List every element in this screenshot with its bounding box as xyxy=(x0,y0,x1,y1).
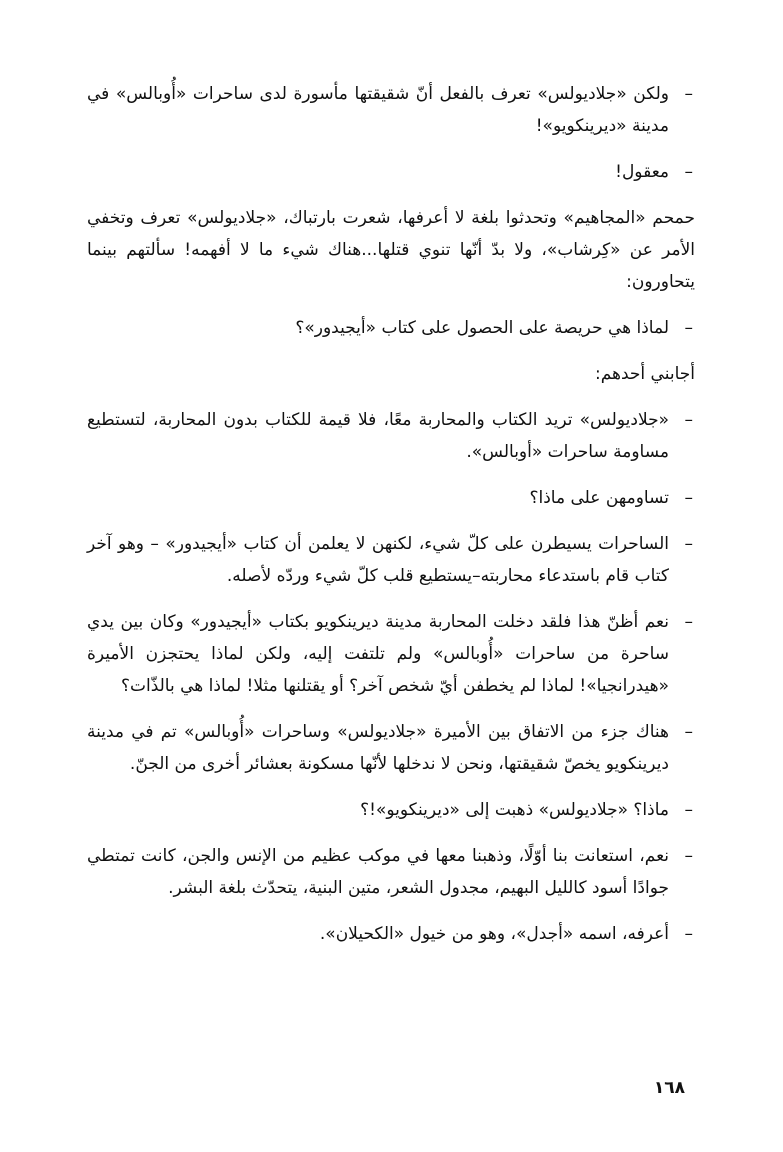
page-body xyxy=(87,78,695,964)
dialogue-line xyxy=(87,794,695,826)
dialogue-dash: – xyxy=(684,318,693,338)
dialogue-dash: – xyxy=(684,924,693,944)
dialogue-line xyxy=(87,404,695,468)
dialogue-text: نعم أظنّ هذا فلقد دخلت المحاربة مدينة ديرينكويو بكتاب «أيجيدور» وكان بين يدي ساحرة من ساحرات «أُوبالس» ولم تلتفت إليه، ولكن لماذا يحتجزن الأميرة «هيدرانجيا»! لماذا لم يخطفن أيّ شخص آخر؟ أو يقتلنها مثلا! لماذا هي بالذّات؟ xyxy=(87,612,669,696)
dialogue-text: «جلاديولس» تريد الكتاب والمحاربة معًا، فلا قيمة للكتاب بدون المحاربة، لتستطيع مساومة ساحرات «أوبالس». xyxy=(87,410,669,462)
dialogue-dash: – xyxy=(684,162,693,182)
dialogue-dash: – xyxy=(684,612,693,632)
dialogue-dash: – xyxy=(684,488,693,508)
dialogue-line xyxy=(87,78,695,142)
dialogue-line xyxy=(87,716,695,780)
narration-paragraph: حمحم «المجاهيم» وتحدثوا بلغة لا أعرفها، شعرت بارتباك، «جلاديولس» تعرف وتخفي الأمر عن «كِرشاب»، ولا بدّ أنّها تنوي قتلها...هناك شيء ما لا أفهمه! سألتهم بينما يتحاورون: xyxy=(87,208,695,292)
narration-paragraph: أجابني أحدهم: xyxy=(594,364,695,384)
dialogue-line xyxy=(87,918,695,950)
dialogue-dash: – xyxy=(684,534,693,554)
dialogue-text: أعرفه، اسمه «أجدل»، وهو من خيول «الكحيلان». xyxy=(319,924,669,944)
dialogue-line xyxy=(87,528,695,592)
dialogue-dash: – xyxy=(684,410,693,430)
dialogue-line xyxy=(87,606,695,702)
dialogue-text: معقول! xyxy=(615,162,669,182)
dialogue-dash: – xyxy=(684,84,693,104)
dialogue-text: تساومهن على ماذا؟ xyxy=(529,488,669,508)
dialogue-line xyxy=(87,312,695,344)
dialogue-text: الساحرات يسيطرن على كلّ شيء، لكنهن لا يعلمن أن كتاب «أيجيدور» – وهو آخر كتاب قام باستدعاء محاربته–يستطيع قلب كلّ شيء وردّه لأصله. xyxy=(87,534,669,586)
dialogue-line xyxy=(87,840,695,904)
dialogue-text: هناك جزء من الاتفاق بين الأميرة «جلاديولس» وساحرات «أُوبالس» تم في مدينة ديرينكويو يخصّ شقيقتها، ونحن لا ندخلها لأنّها مسكونة بعشائر أخرى من الجنّ. xyxy=(87,722,669,774)
dialogue-dash: – xyxy=(684,800,693,820)
dialogue-line xyxy=(87,156,695,188)
dialogue-text: ماذا؟ «جلاديولس» ذهبت إلى «ديرينكويو»!؟ xyxy=(360,800,669,820)
dialogue-text: نعم، استعانت بنا أوّلًا، وذهبنا معها في موكب عظيم من الإنس والجن، كانت تمتطي جوادًا أسود كالليل البهيم، مجدول الشعر، متين البنية، يتحدّث بلغة البشر. xyxy=(87,846,669,898)
page-number: ١٦٨ xyxy=(653,1078,685,1098)
dialogue-text: لماذا هي حريصة على الحصول على كتاب «أيجيدور»؟ xyxy=(295,318,669,338)
dialogue-text: ولكن «جلاديولس» تعرف بالفعل أنّ شقيقتها مأسورة لدى ساحرات «أُوبالس» في مدينة «ديرينكويو»! xyxy=(87,84,669,136)
dialogue-dash: – xyxy=(684,846,693,866)
dialogue-line xyxy=(87,482,695,514)
dialogue-dash: – xyxy=(684,722,693,742)
